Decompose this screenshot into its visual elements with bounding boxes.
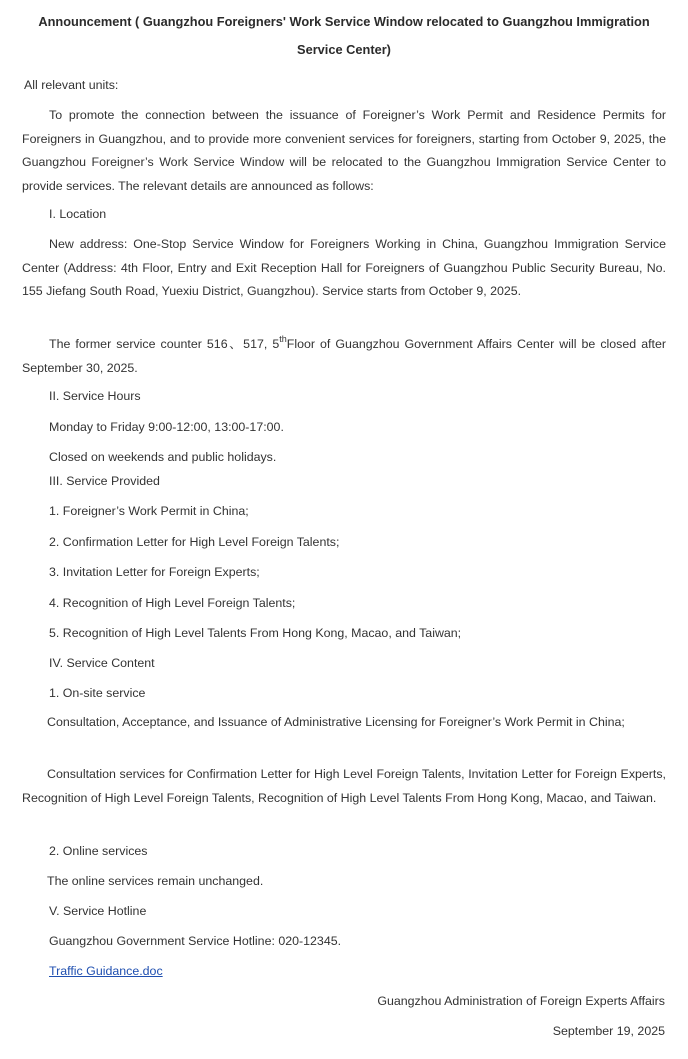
location-heading: I. Location [49, 207, 107, 221]
online-text: The online services remain unchanged. [47, 874, 264, 888]
hours-closed: Closed on weekends and public holidays. [49, 450, 277, 464]
hours-heading: II. Service Hours [49, 389, 141, 403]
online-heading: 2. Online services [49, 844, 148, 858]
traffic-guidance-attachment-link[interactable]: Traffic Guidance.doc [49, 964, 163, 978]
provided-heading: III. Service Provided [49, 474, 160, 488]
intro-paragraph: To promote the connection between the issuance of Foreigner’s Work Permit and Residence Permits for Foreigners in Guangzhou, and to provide more convenient services for foreigners, starting from October 9, 2025, the Guangzhou Foreigner’s Work Service Window will be relocated to the Guangzhou Immigration Service Center to provide services. The relevant details are announced as follows: [22, 108, 666, 193]
former-counter-text-rest: Floor of Guangzhou Government Affairs Center will be closed after September 30, 2025. [22, 337, 666, 375]
new-address-paragraph: New address: One-Stop Service Window for Foreigners Working in China, Guangzhou Immigration Service Center (Address: 4th Floor, Entry and Exit Reception Hall for Foreigners of Guangzhou Public Security Bureau, No. 155 Jiefang South Road, Yuexiu District, Guangzhou). Service starts from October 9, 2025. [22, 237, 666, 298]
provided-item: 5. Recognition of High Level Talents From Hong Kong, Macao, and Taiwan; [49, 626, 462, 640]
former-counter-text: The former service counter 516、517, 5 [49, 337, 280, 351]
ordinal-suffix: th [279, 334, 287, 344]
onsite-consultation-paragraph: Consultation services for Confirmation Letter for High Level Foreign Talents, Invitation Letter for Foreign Experts, Recognition of High Level Foreign Talents, Recognition of High Level Talents From Hong Kong, Macao, and Taiwan. [22, 767, 666, 805]
signature-org: Guangzhou Administration of Foreign Experts Affairs [377, 994, 665, 1008]
hours-weekdays: Monday to Friday 9:00-12:00, 13:00-17:00. [49, 420, 284, 434]
provided-item: 2. Confirmation Letter for High Level Foreign Talents; [49, 535, 340, 549]
former-counter-paragraph [22, 333, 666, 380]
provided-item: 3. Invitation Letter for Foreign Experts; [49, 565, 260, 579]
provided-item: 4. Recognition of High Level Foreign Talents; [49, 596, 296, 610]
provided-item: 1. Foreigner’s Work Permit in China; [49, 504, 249, 518]
hotline-text: Guangzhou Government Service Hotline: 020-12345. [49, 934, 342, 948]
announcement-title: Announcement ( Guangzhou Foreigners' Work Service Window relocated to Guangzhou Immigration Service Center) [38, 14, 650, 57]
signature-date: September 19, 2025 [552, 1024, 665, 1038]
hotline-heading: V. Service Hotline [49, 904, 147, 918]
onsite-heading: 1. On-site service [49, 686, 146, 700]
salutation: All relevant units: [24, 78, 119, 92]
onsite-licensing-paragraph: Consultation, Acceptance, and Issuance of Administrative Licensing for Foreigner’s Work Permit in China; [47, 715, 625, 729]
content-heading: IV. Service Content [49, 656, 155, 670]
